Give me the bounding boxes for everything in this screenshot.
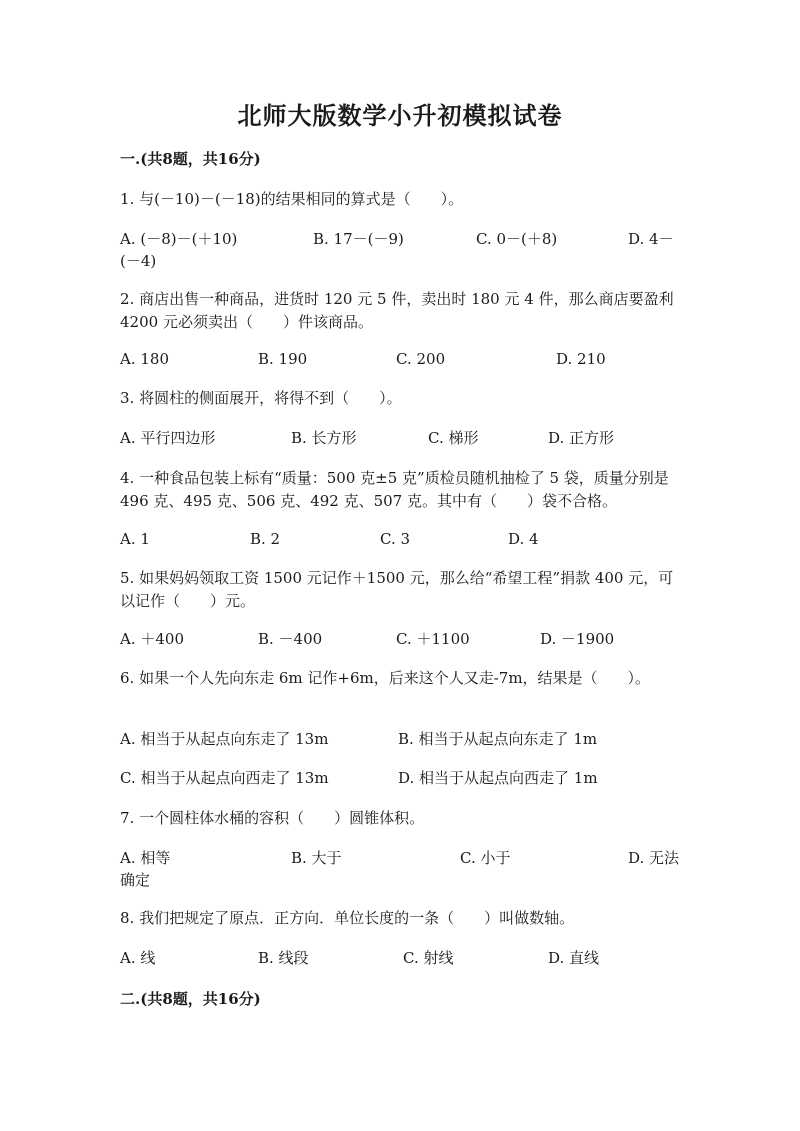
- q1-option-d[interactable]: D. 4－: [628, 230, 674, 248]
- q1-option-c[interactable]: C. 0－(＋8): [476, 230, 558, 248]
- q4-option-c[interactable]: C. 3: [380, 530, 411, 548]
- q3-option-a[interactable]: A. 平行四边形: [120, 429, 216, 447]
- page-title: 北师大版数学小升初模拟试卷: [237, 101, 563, 130]
- q7-option-d-continuation: 确定: [120, 871, 151, 889]
- question-8: 8. 我们把规定了原点．正方向．单位长度的一条（ ）叫做数轴。: [120, 909, 575, 927]
- q8-option-d[interactable]: D. 直线: [548, 949, 600, 967]
- section-heading-1: 一.(共8题，共16分): [120, 150, 261, 168]
- q4-option-b[interactable]: B. 2: [250, 530, 281, 548]
- q4-option-a[interactable]: A. 1: [120, 530, 150, 548]
- question-7: 7. 一个圆柱体水桶的容积（ ）圆锥体积。: [120, 809, 425, 827]
- q3-option-d[interactable]: D. 正方形: [548, 429, 615, 447]
- q2-option-a[interactable]: A. 180: [120, 350, 169, 368]
- q6-option-d[interactable]: D. 相当于从起点向西走了 1m: [398, 769, 598, 787]
- q7-option-a[interactable]: A. 相等: [120, 849, 171, 867]
- question-5: 5. 如果妈妈领取工资 1500 元记作＋1500 元，那么给“希望工程”捐款 400 元，可以记作（ ）元。: [120, 569, 674, 610]
- q6-option-c[interactable]: C. 相当于从起点向西走了 13m: [120, 769, 329, 787]
- q8-option-c[interactable]: C. 射线: [403, 949, 454, 967]
- q7-option-c[interactable]: C. 小于: [460, 849, 511, 867]
- question-4: 4. 一种食品包装上标有“质量：500 克±5 克”质检员随机抽检了 5 袋，质量分别是 496 克、495 克、506 克、492 克、507 克。其中有（ ）袋不合格。: [120, 469, 669, 510]
- q2-option-d[interactable]: D. 210: [556, 350, 606, 368]
- section-heading-2: 二.(共8题，共16分): [120, 990, 261, 1008]
- q2-option-b[interactable]: B. 190: [258, 350, 308, 368]
- q3-option-c[interactable]: C. 梯形: [428, 429, 479, 447]
- q7-option-b[interactable]: B. 大于: [291, 849, 342, 867]
- q1-option-d-continuation: (－4): [120, 252, 157, 270]
- q6-option-b[interactable]: B. 相当于从起点向东走了 1m: [398, 730, 598, 748]
- q4-option-d[interactable]: D. 4: [508, 530, 539, 548]
- q3-option-b[interactable]: B. 长方形: [291, 429, 357, 447]
- q1-option-a[interactable]: A. (－8)－(＋10): [120, 230, 238, 248]
- q5-option-d[interactable]: D. －1900: [540, 630, 615, 648]
- q7-option-d[interactable]: D. 无法: [628, 849, 680, 867]
- q8-option-a[interactable]: A. 线: [120, 949, 156, 967]
- q5-option-a[interactable]: A. ＋400: [120, 630, 184, 648]
- q2-option-c[interactable]: C. 200: [396, 350, 446, 368]
- question-2: 2. 商店出售一种商品，进货时 120 元 5 件，卖出时 180 元 4 件，那么商店要盈利 4200 元必须卖出（ ）件该商品。: [120, 290, 674, 331]
- q1-option-b[interactable]: B. 17－(－9): [313, 230, 404, 248]
- q6-option-a[interactable]: A. 相当于从起点向东走了 13m: [120, 730, 329, 748]
- q5-option-b[interactable]: B. －400: [258, 630, 323, 648]
- q8-option-b[interactable]: B. 线段: [258, 949, 309, 967]
- q5-option-c[interactable]: C. ＋1100: [396, 630, 470, 648]
- question-1: 1. 与(－10)－(－18)的结果相同的算式是（ ）。: [120, 190, 464, 208]
- question-6: 6. 如果一个人先向东走 6m 记作+6m，后来这个人又走-7m，结果是（ ）。: [120, 669, 651, 687]
- question-3: 3. 将圆柱的侧面展开，将得不到（ ）。: [120, 389, 402, 407]
